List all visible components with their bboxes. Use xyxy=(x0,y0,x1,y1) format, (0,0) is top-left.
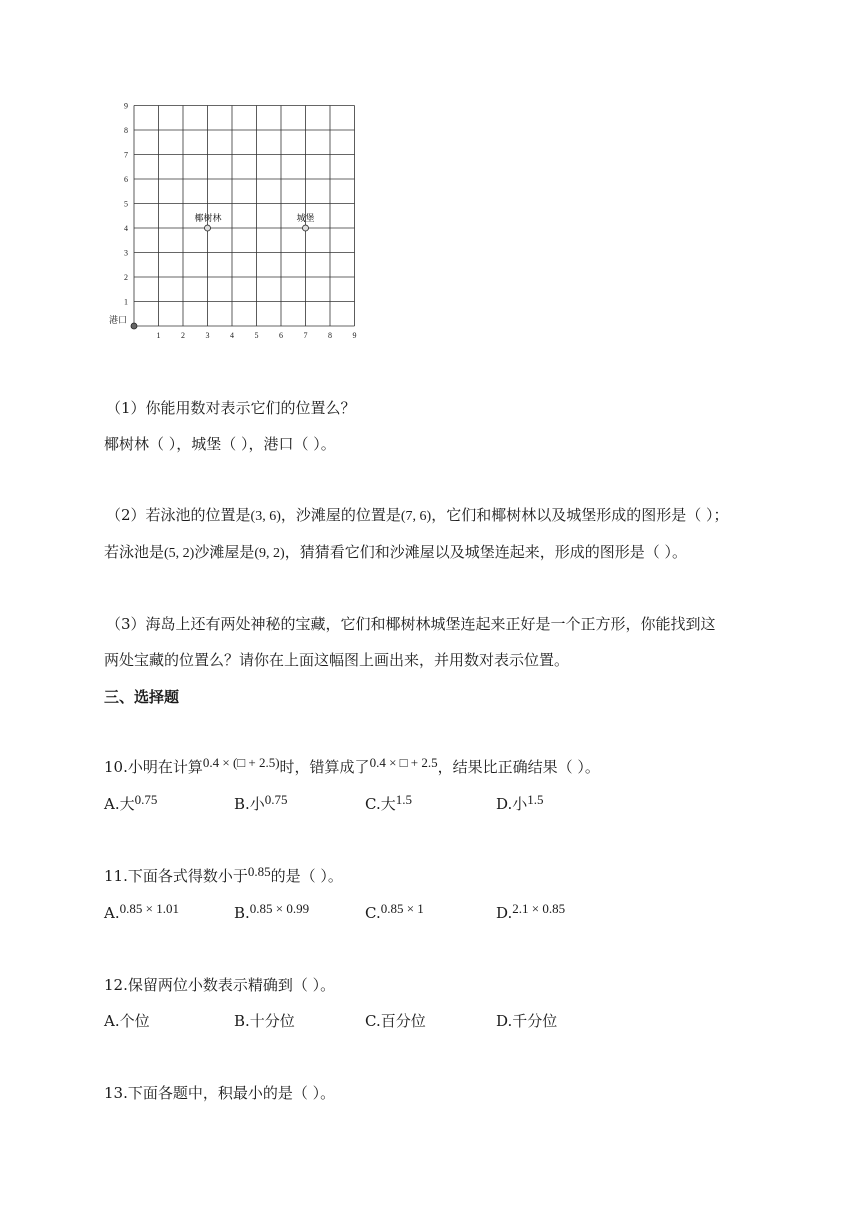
y-tick-label: 7 xyxy=(124,150,128,160)
y-tick-label: 9 xyxy=(124,101,128,111)
q11-text: 11.下面各式得数小于 xyxy=(104,867,248,885)
y-tick-label: 1 xyxy=(124,297,128,307)
option-value: 1.5 xyxy=(527,792,544,807)
option-value: 0.75 xyxy=(264,792,288,807)
q12-option-d[interactable]: D.千分位 xyxy=(496,1012,558,1030)
q10-option-b[interactable] xyxy=(234,794,288,815)
q10-option-a[interactable] xyxy=(104,794,157,815)
q12-option-b[interactable]: B.十分位 xyxy=(234,1012,295,1030)
q11-option-c[interactable] xyxy=(365,903,424,924)
x-axis-ticks xyxy=(157,331,357,340)
coord-beachhouse: (7, 6) xyxy=(400,509,432,524)
q11-option-b[interactable] xyxy=(234,903,309,924)
x-tick-label: 4 xyxy=(230,331,234,340)
origin-label: 港口 xyxy=(109,315,128,325)
option-value: 1.5 xyxy=(395,792,412,807)
x-tick-label: 8 xyxy=(328,331,332,340)
coordinate-grid xyxy=(100,101,370,347)
section-title: 三、选择题 xyxy=(104,688,180,706)
q10-option-c[interactable] xyxy=(365,794,412,815)
grid-lines xyxy=(134,106,355,327)
x-tick-label: 5 xyxy=(254,331,259,340)
x-tick-label: 9 xyxy=(352,331,357,340)
x-tick-label: 6 xyxy=(279,331,283,340)
option-label: C.大 xyxy=(365,795,396,813)
q3-line1: （3）海岛上还有两处神秘的宝藏，它们和椰树林城堡连起来正好是一个正方形，你能找到这 xyxy=(106,615,716,633)
q13-stem: 13.下面各题中，积最小的是（ ）。 xyxy=(104,1084,336,1102)
x-tick-label: 1 xyxy=(156,331,161,340)
q10-expr-correct: 0.4 × (□ + 2.5) xyxy=(202,755,280,770)
option-value: 0.85 × 1 xyxy=(380,901,424,916)
option-value: 0.85 × 1.01 xyxy=(119,901,179,916)
y-tick-label: 8 xyxy=(124,126,128,135)
q11-option-a[interactable] xyxy=(104,903,179,924)
q10-text: 时，错算成了 xyxy=(279,758,370,776)
option-label: B. xyxy=(234,904,250,922)
grid-point xyxy=(205,225,211,231)
q12-option-c[interactable]: C.百分位 xyxy=(365,1012,426,1030)
x-tick-label: 2 xyxy=(181,331,185,340)
q2-text: 沙滩屋是 xyxy=(194,543,255,561)
q2-text: （2）若泳池的位置是 xyxy=(106,506,251,524)
coord-beachhouse-2: (9, 2) xyxy=(254,546,285,561)
x-tick-label: 3 xyxy=(205,331,210,340)
y-axis-ticks xyxy=(124,102,128,307)
grid-point xyxy=(131,323,137,329)
option-label: C. xyxy=(365,904,381,922)
x-tick-label: 7 xyxy=(303,331,308,340)
q11-text: 的是（ ）。 xyxy=(270,867,343,885)
option-label: D.小 xyxy=(496,795,528,813)
q2-text: ，它们和椰树林以及城堡形成的图形是（ ）； xyxy=(431,506,729,524)
y-tick-label: 3 xyxy=(124,248,128,258)
q10-option-d[interactable] xyxy=(496,794,544,815)
option-value: 2.1 × 0.85 xyxy=(512,901,566,916)
option-label: B.小 xyxy=(234,795,265,813)
coord-pool-2: (5, 2) xyxy=(164,546,195,561)
q12-option-a[interactable]: A.个位 xyxy=(104,1012,150,1030)
point-label: 椰树林 xyxy=(194,213,222,223)
q10-text: ，结果比正确结果（ ）。 xyxy=(437,758,600,776)
q12-stem: 12.保留两位小数表示精确到（ ）。 xyxy=(104,976,336,994)
q10-expr-wrong: 0.4 × □ + 2.5 xyxy=(369,755,438,770)
option-value: 0.75 xyxy=(134,792,158,807)
q1-prompt: （1）你能用数对表示它们的位置么？ xyxy=(106,399,356,417)
y-tick-label: 2 xyxy=(124,273,128,282)
y-tick-label: 4 xyxy=(124,224,128,233)
q2-line2 xyxy=(104,542,687,564)
q11-stem xyxy=(104,866,343,887)
coord-pool: (3, 6) xyxy=(250,509,281,524)
option-value: 0.85 × 0.99 xyxy=(249,901,310,916)
q1-answer-line: 椰树林（ ），城堡（ ），港口（ ）。 xyxy=(104,435,336,453)
option-label: A. xyxy=(104,904,120,922)
q11-option-d[interactable] xyxy=(496,903,565,924)
q2-text: 若泳池是 xyxy=(104,543,165,561)
option-label: A.大 xyxy=(104,795,135,813)
grid-point xyxy=(303,225,309,231)
q10-stem xyxy=(104,757,600,778)
q3-line2: 两处宝藏的位置么？请你在上面这幅图上画出来，并用数对表示位置。 xyxy=(104,651,570,669)
q10-text: 10.小明在计算 xyxy=(104,758,203,776)
y-tick-label: 6 xyxy=(124,175,128,184)
q11-value: 0.85 xyxy=(247,864,271,879)
y-tick-label: 5 xyxy=(124,199,128,209)
q2-text: ，猜猜看它们和沙滩屋以及城堡连起来，形成的图形是（ ）。 xyxy=(284,543,687,561)
q2-text: ，沙滩屋的位置是 xyxy=(280,506,401,524)
option-label: D. xyxy=(496,904,513,922)
q2-line1 xyxy=(106,505,729,527)
point-label: 城堡 xyxy=(296,213,315,223)
